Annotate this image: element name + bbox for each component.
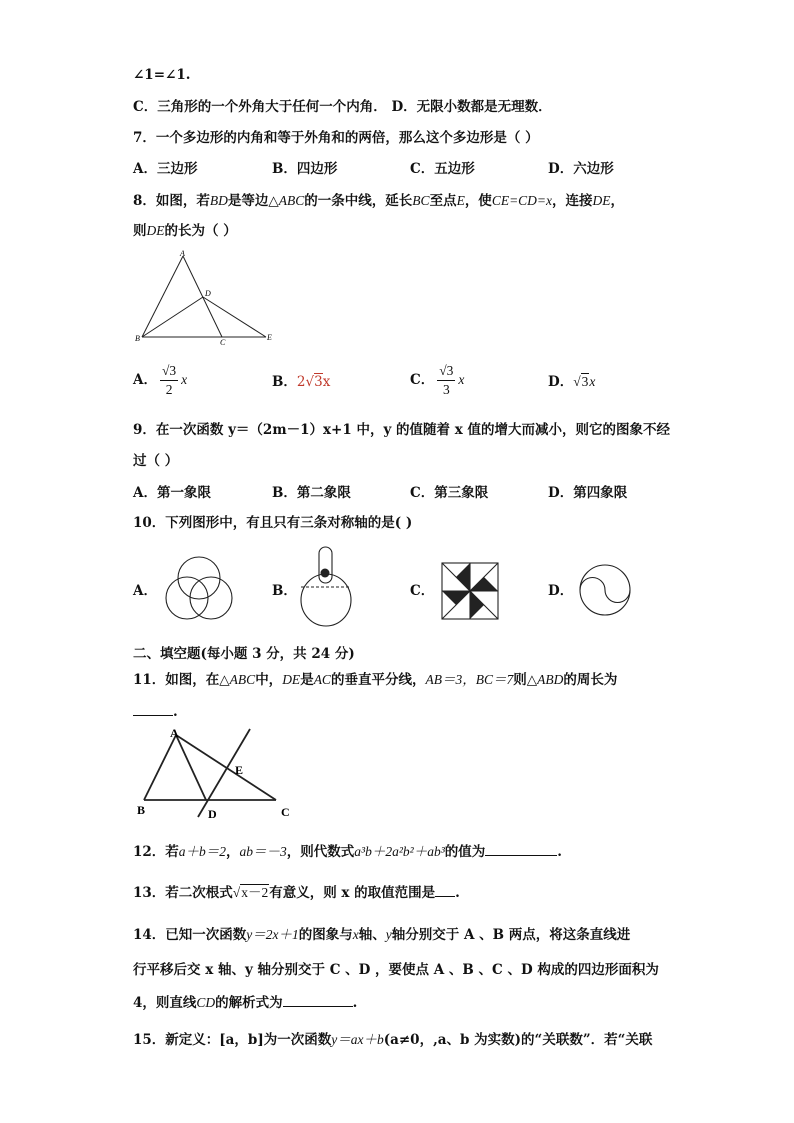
q10-figure-b-paddle	[298, 545, 358, 629]
q11-math: AB＝3，BC＝7	[425, 672, 514, 687]
q10-option-b: B．	[272, 583, 297, 599]
fig11-label-c: C	[281, 805, 290, 819]
q8-math-eq: CE=CD=x	[491, 193, 553, 208]
fig11-side-ab	[144, 735, 176, 800]
answer-blank	[283, 994, 353, 1007]
q13-radicand: x－2	[241, 885, 269, 900]
q12-math: ab＝－3	[239, 844, 287, 859]
q8-text: 8．如图，若	[133, 193, 210, 209]
line-angle: ∠1=∠1.	[133, 67, 191, 83]
q8-option-b-var: x	[322, 374, 331, 390]
q8-option-d	[548, 373, 595, 391]
q8-option-a	[133, 362, 187, 399]
q11-math: AC	[313, 672, 331, 687]
fig8-side-ac	[183, 256, 222, 337]
q8-option-b-coef: 2	[296, 374, 306, 390]
q13-radical: √x－2	[232, 885, 269, 900]
q8-option-a-var: x	[181, 372, 188, 387]
question-12	[133, 843, 562, 861]
q11-text: 的周长为	[563, 672, 618, 688]
q8-option-a-fraction	[160, 362, 178, 399]
q10-figure-c-pinwheel	[440, 561, 500, 621]
q8-option-c	[410, 362, 464, 399]
q7-option-d: D．六边形	[548, 161, 614, 177]
q8-math-bd: BD	[209, 193, 228, 208]
q11-math: DE	[282, 672, 301, 687]
q8-math-e: E	[456, 193, 465, 208]
q11-math: △ABC	[219, 672, 256, 687]
q14-math: y	[385, 927, 392, 942]
q8-option-b-expr: 2√3x	[296, 374, 331, 390]
q8-option-d-letter: D．	[548, 374, 574, 390]
fraction-numerator: √3	[437, 362, 455, 381]
q11-text: 的垂直平分线，	[330, 672, 426, 688]
q8-math-abc: △ABC	[268, 193, 305, 208]
q8-text: 的长为（ ）	[164, 223, 237, 239]
q10-figure-d-yinyang	[577, 562, 633, 618]
q11-math: △ABD	[526, 672, 564, 687]
q13-text: 13．若二次根式	[133, 885, 233, 901]
q10-option-a: A．	[133, 583, 157, 599]
pinwheel-blade	[470, 591, 484, 619]
q9-option-d: D．第四象限	[548, 485, 628, 501]
q14-text: 4，则直线	[133, 995, 197, 1011]
question-8-line-2	[133, 222, 237, 240]
option-line-c-d: C．三角形的一个外角大于任何一个内角． D．无限小数都是无理数．	[133, 99, 552, 115]
figure-q8-triangle	[135, 250, 285, 350]
fig8-label-c: C	[220, 338, 226, 347]
q8-math-de: DE	[592, 193, 611, 208]
question-13	[133, 884, 460, 902]
q9-option-c: C．第三象限	[410, 485, 489, 501]
answer-blank	[133, 703, 173, 716]
q8-option-b-radicand: 3	[314, 374, 323, 390]
q8-option-b-letter: B．	[272, 374, 297, 390]
q14-text: 的解析式为	[215, 995, 283, 1011]
q8-text: 至点	[429, 193, 457, 209]
q11-text: 11．如图，在	[133, 672, 220, 688]
q8-option-c-letter: C．	[410, 372, 435, 388]
fig8-label-d: D	[205, 289, 211, 298]
question-9: 9．在一次函数 y＝（2m－1）x+1 中，y 的值随着 x 值的增大而减小，则它的图象不经	[133, 422, 670, 438]
answer-blank	[485, 843, 557, 856]
fraction-denominator: 3	[442, 382, 450, 397]
q14-text: 轴分别交于 A 、B 两点，将这条直线进	[391, 927, 631, 943]
question-14-line-3	[133, 994, 357, 1012]
q14-math: x	[352, 927, 359, 942]
q7-option-b: B．四边形	[272, 161, 338, 177]
q12-math: a＋b＝2	[178, 844, 227, 859]
q7-option-c: C．五边形	[410, 161, 475, 177]
q14-text: .	[352, 995, 358, 1011]
q11-text: 中，	[255, 672, 283, 688]
paddle-dot	[321, 569, 330, 578]
q8-math-bc: BC	[412, 193, 430, 208]
fig8-label-a: A	[180, 249, 185, 258]
pinwheel-blade	[442, 591, 470, 605]
paddle-body	[301, 574, 351, 626]
question-14-line-2: 行平移后交 x 轴、y 轴分别交于 C 、D ，要使点 A 、B 、C 、D 构成的四边形面积为	[133, 962, 659, 978]
section-2-heading: 二、填空题(每小题 3 分，共 24 分)	[133, 646, 355, 662]
q8-text: 是等边	[227, 193, 269, 209]
fraction-numerator: √3	[160, 362, 178, 381]
answer-blank	[435, 884, 455, 897]
fig8-label-b: B	[135, 334, 140, 343]
figure-q11-triangle	[136, 727, 306, 819]
fig8-label-e: E	[267, 333, 272, 342]
q14-math: y＝2x＋1	[246, 927, 299, 942]
q10-option-c: C．	[410, 583, 435, 599]
q8-option-d-var: x	[589, 374, 596, 389]
q12-text: ，	[226, 844, 240, 860]
q14-text: 的图象与	[298, 927, 353, 943]
q14-text: 轴、	[358, 927, 386, 943]
q8-math-de: DE	[146, 223, 165, 238]
question-10: 10．下列图形中，有且只有三条对称轴的是( )	[133, 515, 413, 531]
q8-text: 则	[133, 223, 147, 239]
q8-option-d-expr: √3x	[573, 374, 596, 389]
q12-text: ，则代数式	[286, 844, 355, 860]
fig11-label-e: E	[235, 763, 244, 777]
q12-text: .	[557, 844, 562, 860]
question-11-line-2	[133, 703, 178, 721]
fig11-label-d: D	[208, 807, 217, 821]
q10-option-d: D．	[548, 583, 574, 599]
question-9-line-2: 过（ ）	[133, 453, 179, 469]
fig8-side-ab	[142, 256, 183, 337]
trefoil-circle	[190, 577, 232, 619]
question-7: 7．一个多边形的内角和等于外角和的两倍，那么这个多边形是（ ）	[133, 130, 539, 146]
q8-text: ，使	[464, 193, 492, 209]
yinyang-curve	[580, 578, 630, 603]
question-14	[133, 926, 630, 944]
q12-text: 12．若	[133, 844, 179, 860]
q9-option-b: B．第二象限	[272, 485, 351, 501]
fig11-label-b: B	[137, 803, 146, 817]
q8-option-b	[272, 373, 330, 391]
fig8-segment-bd	[142, 297, 203, 337]
q15-text: 15．新定义：[a，b]为一次函数	[133, 1032, 332, 1048]
paddle-handle	[319, 547, 332, 583]
fraction-denominator: 2	[165, 382, 173, 397]
fig11-label-a: A	[170, 726, 179, 740]
question-11	[133, 671, 617, 689]
q12-text: 的值为	[444, 844, 486, 860]
q11-text: .	[173, 704, 178, 720]
q13-text: 有意义，则 x 的取值范围是	[269, 885, 436, 901]
question-15	[133, 1031, 652, 1049]
question-8	[133, 192, 624, 210]
q14-math: CD	[196, 995, 216, 1010]
q7-option-a: A．三边形	[133, 161, 198, 177]
trefoil-circle	[178, 557, 220, 599]
q8-option-c-fraction	[437, 362, 455, 399]
q9-option-a: A．第一象限	[133, 485, 211, 501]
q11-text: 是	[300, 672, 314, 688]
trefoil-circle	[166, 577, 208, 619]
q15-math: y＝ax＋b	[331, 1032, 384, 1047]
q15-text: (a≠0，,a、b 为实数)的“关联数”．若“关联	[383, 1032, 653, 1048]
pinwheel-blade	[470, 577, 498, 591]
q8-option-d-radicand: 3	[581, 374, 589, 389]
q8-text: 的一条中线，延长	[304, 193, 413, 209]
q8-text: ，连接	[552, 193, 593, 209]
q14-text: 14．已知一次函数	[133, 927, 247, 943]
q8-option-a-letter: A．	[133, 372, 157, 388]
pinwheel-blade	[456, 563, 470, 591]
q11-text: 则	[513, 672, 527, 688]
q8-option-c-var: x	[458, 372, 465, 387]
q13-text: .	[455, 885, 460, 901]
q8-text: ，	[610, 193, 625, 209]
q10-figure-a-trefoil	[163, 552, 235, 624]
q12-math: a³b＋2a²b²＋ab³	[354, 844, 445, 859]
